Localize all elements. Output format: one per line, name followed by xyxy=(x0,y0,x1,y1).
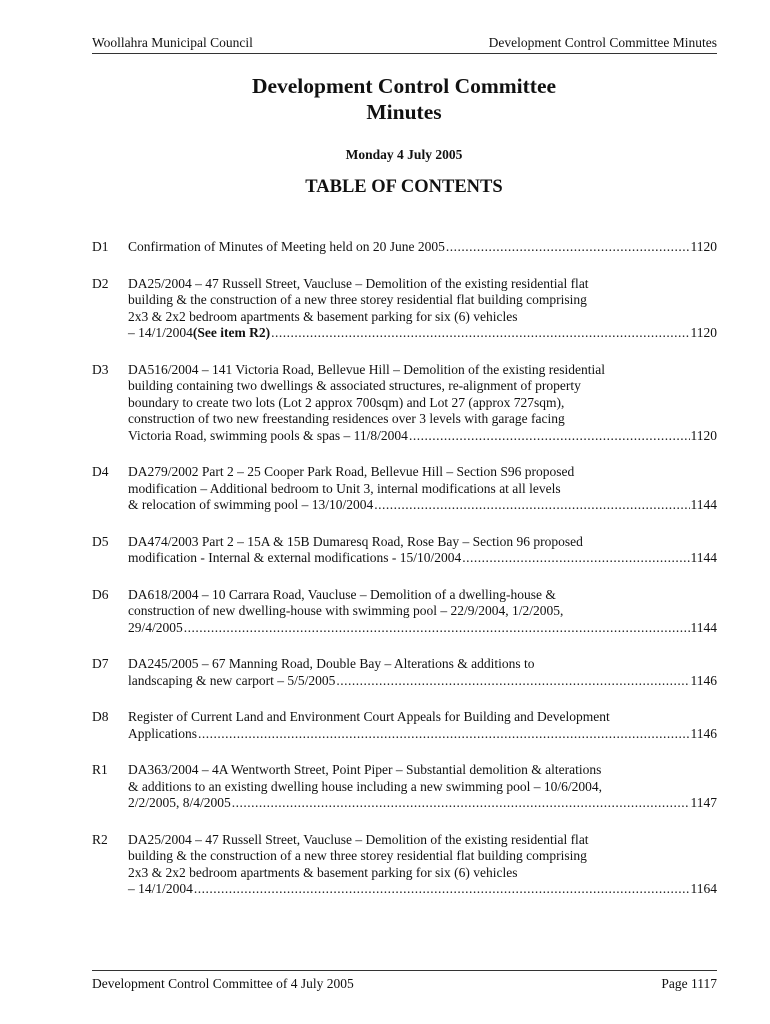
toc-entry[interactable] xyxy=(92,709,717,742)
toc-entry[interactable] xyxy=(92,534,717,567)
toc-entry[interactable] xyxy=(92,464,717,514)
toc-dot-leader xyxy=(232,795,690,812)
header-council-name: Woollahra Municipal Council xyxy=(92,35,253,50)
toc-entry-last-line xyxy=(128,428,717,445)
toc-entry-last-text: landscaping & new carport – 5/5/2005 xyxy=(128,672,336,688)
toc-entry-code: D4 xyxy=(92,464,109,479)
toc-dot-leader xyxy=(409,428,690,445)
meeting-date: Monday 4 July 2005 xyxy=(345,147,463,162)
document-title-line-2: Minutes xyxy=(366,100,442,124)
toc-entry-line: building & the construction of a new three storey residential flat building comprising xyxy=(128,292,587,307)
toc-entry-code: D7 xyxy=(92,656,109,671)
toc-entry-text xyxy=(128,587,717,637)
toc-entry-page-number: 1144 xyxy=(690,497,717,512)
toc-entry-line: DA516/2004 – 141 Victoria Road, Bellevue Hill – Demolition of the existing residential xyxy=(128,361,605,377)
header-document-title: Development Control Committee Minutes xyxy=(488,35,717,50)
toc-dot-leader xyxy=(198,726,690,743)
toc-entry-page-number: 1146 xyxy=(690,725,717,741)
toc-dot-leader xyxy=(184,620,690,637)
toc-entry[interactable] xyxy=(92,832,717,898)
toc-entry-page-number: 1120 xyxy=(690,427,717,443)
toc-entry[interactable] xyxy=(92,656,717,689)
toc-entry-page-number: 1147 xyxy=(690,795,717,810)
toc-entry-text xyxy=(128,362,717,445)
toc-dot-leader xyxy=(336,673,689,690)
toc-entry[interactable] xyxy=(92,362,717,445)
toc-entry-line: building containing two dwellings & associated structures, re-alignment of property xyxy=(128,378,581,393)
toc-entry-page-number: 1144 xyxy=(690,550,717,565)
toc-entry-line: boundary to create two lots (Lot 2 approx 700sqm) and Lot 27 (approx 727sqm), xyxy=(128,394,565,410)
toc-entry[interactable] xyxy=(92,276,717,342)
toc-entry-text xyxy=(128,534,717,567)
toc-entry-last-text: 2/2/2005, 8/4/2005 xyxy=(128,795,231,810)
toc-entry-line: DA25/2004 – 47 Russell Street, Vaucluse – Demolition of the existing residential flat xyxy=(128,831,589,847)
page-footer xyxy=(92,970,717,991)
document-title-line-1: Development Control Committee xyxy=(251,74,557,98)
toc-entry-last-text: & relocation of swimming pool – 13/10/2004 xyxy=(128,497,374,512)
toc-entry-text xyxy=(128,464,717,514)
toc-list xyxy=(92,239,717,918)
toc-entry-text xyxy=(128,709,717,742)
toc-entry-line: modification – Additional bedroom to Unit 3, internal modifications at all levels xyxy=(128,480,561,496)
toc-entry-line: DA618/2004 – 10 Carrara Road, Vaucluse – Demolition of a dwelling-house & xyxy=(128,586,556,602)
toc-entry-line: & additions to an existing dwelling house including a new swimming pool – 10/6/2004, xyxy=(128,778,602,794)
toc-entry-code: R1 xyxy=(92,762,108,777)
footer-page-number: Page 1117 xyxy=(661,976,717,991)
toc-entry-code: D6 xyxy=(92,586,109,602)
toc-entry-line: building & the construction of a new three storey residential flat building comprising xyxy=(128,848,587,863)
toc-entry-line: 2x3 & 2x2 bedroom apartments & basement parking for six (6) vehicles xyxy=(128,864,518,880)
toc-entry-last-text: – 14/1/2004 xyxy=(128,881,193,896)
toc-entry[interactable] xyxy=(92,762,717,812)
toc-entry-last-text: Victoria Road, swimming pools & spas – 11/8/2004 xyxy=(128,427,408,443)
toc-entry-last-line xyxy=(128,497,717,514)
toc-entry-text xyxy=(128,762,717,812)
toc-entry-line: DA363/2004 – 4A Wentworth Street, Point Piper – Substantial demolition & alterations xyxy=(128,762,602,777)
toc-entry-code: D3 xyxy=(92,361,109,377)
toc-entry-page-number: 1120 xyxy=(690,239,717,254)
toc-heading: TABLE OF CONTENTS xyxy=(305,177,503,197)
document-title xyxy=(0,73,770,125)
toc-entry-line: DA474/2003 Part 2 – 15A & 15B Dumaresq Road, Rose Bay – Section 96 proposed xyxy=(128,533,583,549)
toc-entry-line: DA25/2004 – 47 Russell Street, Vaucluse – Demolition of the existing residential flat xyxy=(128,275,589,291)
toc-dot-leader xyxy=(374,497,689,514)
toc-dot-leader xyxy=(194,881,690,898)
toc-entry-page-number: 1120 xyxy=(690,325,717,340)
toc-entry-text xyxy=(128,656,717,689)
toc-entry-last-line xyxy=(128,239,717,256)
footer-meeting: Development Control Committee of 4 July 2005 xyxy=(92,976,354,991)
toc-entry-line: DA245/2005 – 67 Manning Road, Double Bay – Alterations & additions to xyxy=(128,656,535,671)
toc-entry-page-number: 1146 xyxy=(690,672,717,688)
page-header xyxy=(92,35,717,54)
toc-dot-leader xyxy=(462,550,689,567)
toc-entry-last-text: Applications xyxy=(128,725,197,741)
toc-entry[interactable] xyxy=(92,587,717,637)
toc-entry-last-line xyxy=(128,673,717,690)
toc-entry-code: D5 xyxy=(92,533,109,549)
toc-entry-last-line xyxy=(128,550,717,567)
toc-entry-text xyxy=(128,239,717,256)
toc-dot-leader xyxy=(271,325,689,342)
toc-entry-line: DA279/2002 Part 2 – 25 Cooper Park Road, Bellevue Hill – Section S96 proposed xyxy=(128,464,575,479)
toc-entry-page-number: 1144 xyxy=(690,619,717,635)
toc-entry-last-text: Confirmation of Minutes of Meeting held on 20 June 2005 xyxy=(128,239,445,254)
toc-entry-code: R2 xyxy=(92,831,108,847)
toc-entry-last-line xyxy=(128,726,717,743)
toc-entry-line: 2x3 & 2x2 bedroom apartments & basement parking for six (6) vehicles xyxy=(128,308,518,324)
toc-entry-text xyxy=(128,832,717,898)
toc-entry-code: D1 xyxy=(92,239,109,254)
toc-dot-leader xyxy=(446,239,690,256)
toc-entry-last-line xyxy=(128,881,717,898)
toc-entry-page-number: 1164 xyxy=(690,881,717,896)
toc-entry-last-line xyxy=(128,325,717,342)
toc-entry-code: D2 xyxy=(92,275,109,291)
toc-entry-code: D8 xyxy=(92,709,109,724)
toc-entry-last-line xyxy=(128,620,717,637)
toc-entry[interactable] xyxy=(92,239,717,256)
toc-entry-last-text: 29/4/2005 xyxy=(128,619,183,635)
toc-entry-last-text: modification - Internal & external modifications - 15/10/2004 xyxy=(128,550,462,565)
toc-entry-text xyxy=(128,276,717,342)
toc-entry-line: construction of two new freestanding residences over 3 levels with garage facing xyxy=(128,411,565,426)
toc-entry-line: construction of new dwelling-house with swimming pool – 22/9/2004, 1/2/2005, xyxy=(128,603,564,618)
toc-entry-cross-reference[interactable]: (See item R2) xyxy=(192,325,271,340)
toc-entry-last-text: – 14/1/2004 xyxy=(128,325,193,340)
toc-entry-last-line xyxy=(128,795,717,812)
toc-entry-line: Register of Current Land and Environment Court Appeals for Building and Development xyxy=(128,709,610,724)
